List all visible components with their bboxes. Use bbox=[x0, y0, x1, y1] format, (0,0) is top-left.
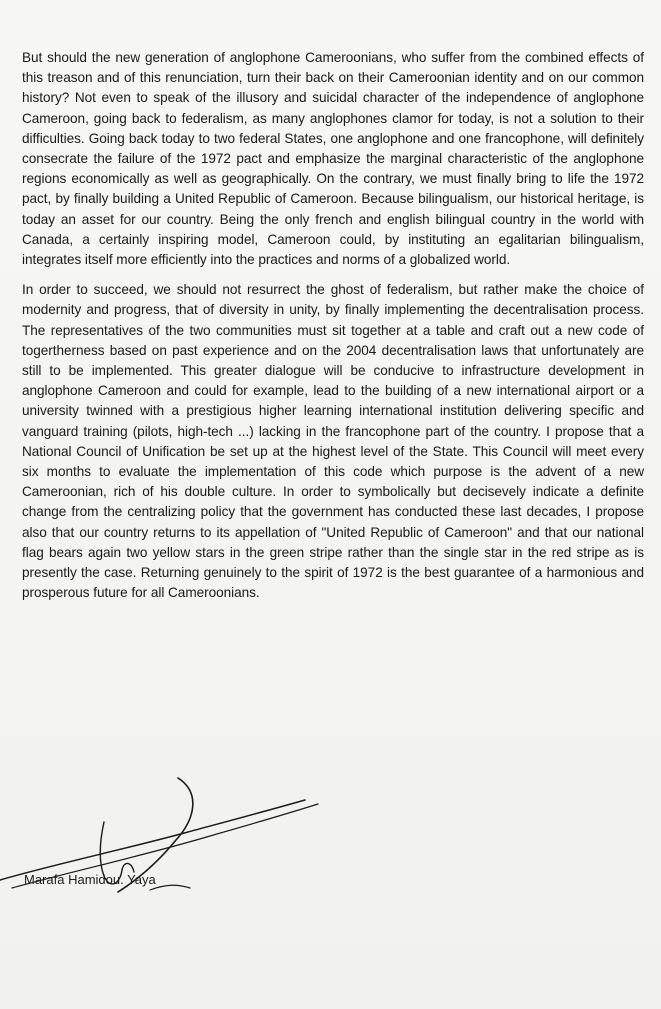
signature-block bbox=[0, 770, 330, 920]
handwritten-signature bbox=[0, 770, 330, 920]
paragraph-1: But should the new generation of anglophone Cameroonians, who suffer from the combined effects of this treason and of this renunciation, turn their back on their Cameroonian identity and on our common history? Not even to speak of the illusory and suicidal character of the independence of anglophone Cameroon, going back to federalism, as many anglophones clamor for today, is not a solution to their difficulties. Going back today to two federal States, one anglophone and one francophone, will definitely consecrate the failure of the 1972 pact and emphasize the marginal characteristic of the anglophone regions economically as well as geographically. On the contrary, we must finally bring to life the 1972 pact, by finally building a United Republic of Cameroon. Because bilingualism, our historical heritage, is today an asset for our country. Being the only french and english bilingual country in the world with Canada, a certainly inspiring model, Cameroon could, by instituting an egalitarian bilingualism, integrates itself more efficiently into the practices and norms of a globalized world. bbox=[22, 50, 644, 268]
letter-body bbox=[22, 48, 644, 613]
paragraph-2: In order to succeed, we should not resurrect the ghost of federalism, but rather make the choice of modernity and progress, that of diversity in unity, by finally implementing the decentralisation process. The representatives of the two communities must sit together at a table and craft out a new code of togertherness based on past experience and on the 2004 decentralisation laws that unfortunately are still to be implemented. This greater dialogue will be conducive to infrastructure development in anglophone Cameroon and could for example, lead to the building of a new international airport or a university twinned with a prestigious higher learning international institution delivering specific and vanguard training (pilots, high-tech ...) lacking in the francophone part of the country. I propose that a National Council of Unification be set up at the highest level of the State. This Council will meet every six months to evaluate the implementation of this code which purpose is the advent of a new Cameroonian, rich of his double culture. In order to symbolically but decisevely indicate a definite change from the centralizing policy that the government has conducted these last decades, I propose also that our country returns to its appellation of "United Republic of Cameroon" and that our national flag bears again two yellow stars in the green stripe rather than the single star in the red stripe as is presently the case. Returning genuinely to the spirit of 1972 is the best guarantee of a harmonious and prosperous future for all Cameroonians. bbox=[22, 282, 644, 601]
signatory-name: Marafa Hamidou. Yaya bbox=[24, 872, 156, 887]
